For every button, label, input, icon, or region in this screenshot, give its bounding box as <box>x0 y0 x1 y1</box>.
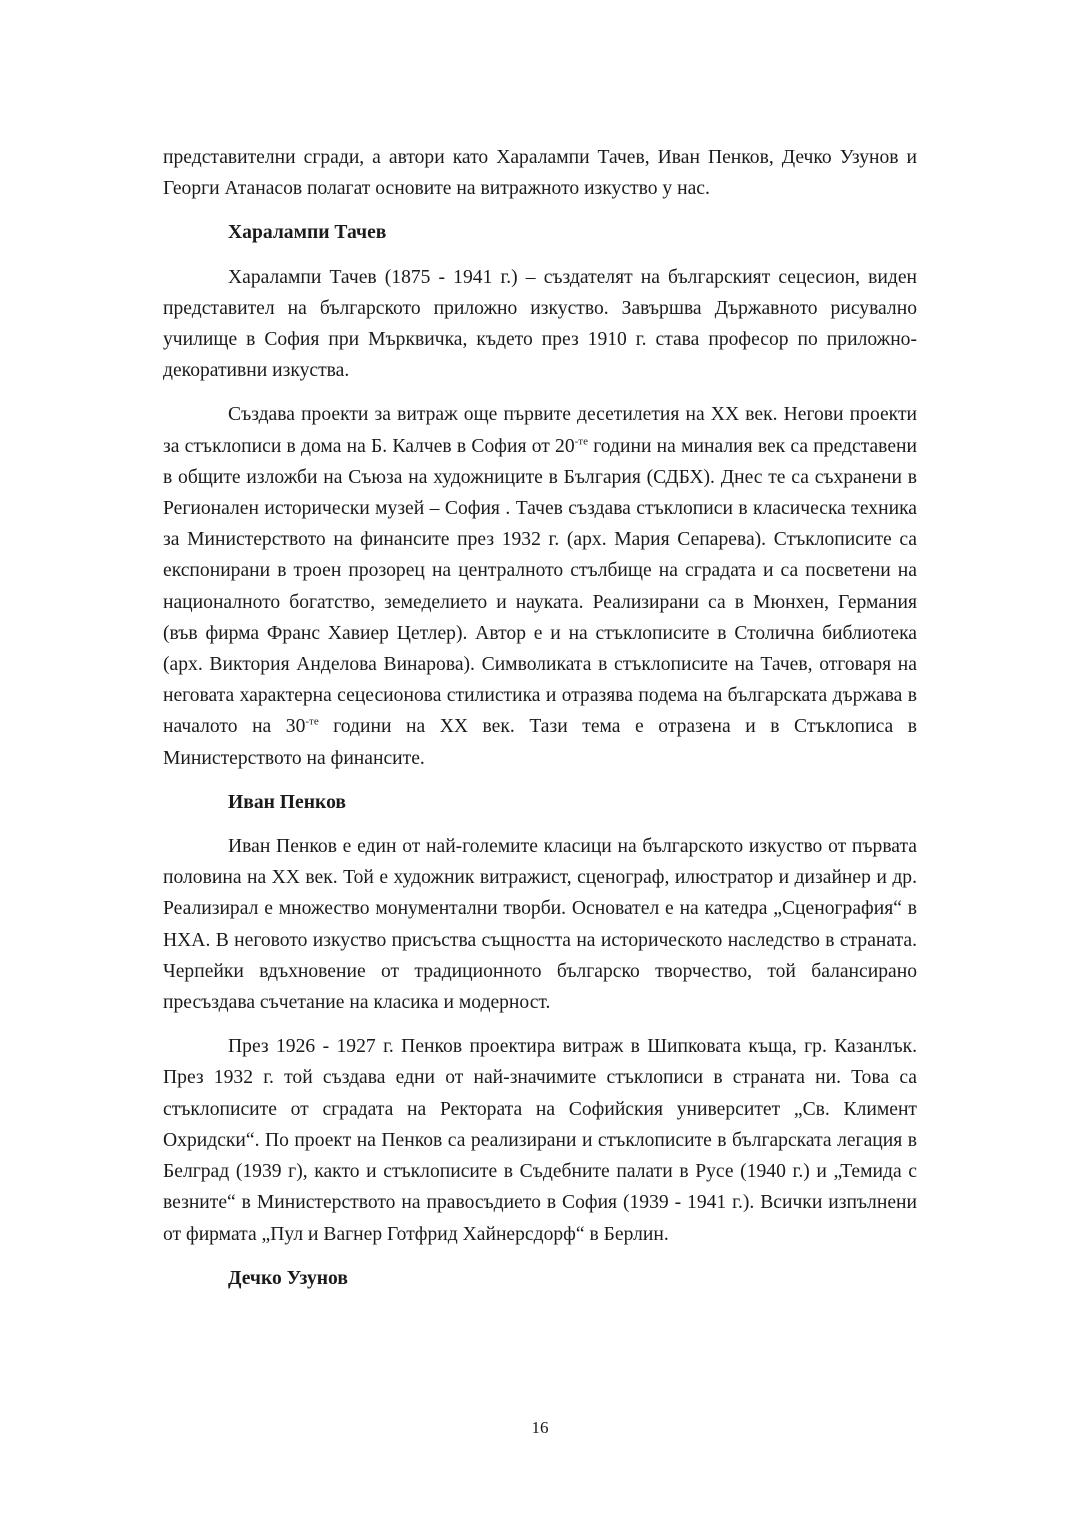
superscript-te: -те <box>574 435 588 448</box>
penkov-paragraph-1: Иван Пенков е един от най-големите класици на българското изкуство от първата половина на ХХ век. Той е художник витражист, сценограф, илюстратор и дизайнер и др. Реализирал е множество монументални творби. Основател е на катедра „Сценография“ в НХА. В неговото изкуство присъства същността на историческото наследство в страната. Черпейки вдъхновение от традиционното българско творчество, той балансирано пресъздава съчетание на класика и модерност. <box>163 836 917 1014</box>
superscript-te: -те <box>305 715 319 728</box>
document-body <box>163 142 917 1294</box>
tachev-paragraph-2-part-b: години на миналия век са представени в общите изложби на Съюза на художниците в България (СДБХ). Днес те са съхранени в Регионален исторически музей – София . Тачев създава стъклописи в класическа техника за Министерството на финансите през 1932 г. (арх. Мария Сепарева). Стъклописите са експонирани в троен прозорец на централното стълбище на сградата и са посветени на националното богатство, земеделието и науката. Реализирани са в Мюнхен, Германия (във фирма Франс Хавиер Цетлер). Автор е и на стъклописите в Столична библиотека (арх. Виктория Анделова Винарова). Символиката в стъклописите на Тачев, отговаря на неговата характерна сецесионова стилистика и отразява подема на българската държава в началото на 30 <box>163 435 917 738</box>
tachev-paragraph-2-part-a: Създава проекти за витраж още първите десетилетия на ХХ век. Негови проекти за стъклописи в дома на Б. Калчев в София от 20 <box>163 404 917 457</box>
tachev-paragraph-1: Харалампи Тачев (1875 - 1941 г.) – създателят на българският сецесион, виден представител на българското приложно изкуство. Завършва Държавното рисувално училище в София при Мърквичка, където през 1910 г. става професор по приложно-декоративни изкуства. <box>163 266 917 382</box>
intro-paragraph: представителни сгради, а автори като Харалампи Тачев, Иван Пенков, Дечко Узунов и Георги Атанасов полагат основите на витражното изкуство у нас. <box>163 147 917 200</box>
tachev-paragraph-2 <box>163 399 917 773</box>
section-heading-tachev: Харалампи Тачев <box>228 222 387 244</box>
section-heading-penkov: Иван Пенков <box>228 791 346 813</box>
penkov-paragraph-2: През 1926 - 1927 г. Пенков проектира витраж в Шипковата къща, гр. Казанлък. През 1932 г. той създава едни от най-значимите стъклописи в страната ни. Това са стъклописите от сградата на Ректората на Софийския университет „Св. Климент Охридски“. По проект на Пенков са реализирани и стъклописите в българската легация в Белград (1939 г), както и стъклописите в Съдебните палати в Русе (1940 г.) и „Темида с везните“ в Министерството на правосъдието в София (1939 - 1941 г.). Всички изпълнени от фирмата „Пул и Вагнер Готфрид Хайнерсдорф“ в Берлин. <box>163 1036 917 1245</box>
section-heading-uzunov: Дечко Узунов <box>228 1267 348 1289</box>
page-number: 16 <box>531 1418 549 1437</box>
tachev-paragraph-2-part-c: години на ХХ век. Тази тема е отразена и в Стъклописа в Министерството на финансите. <box>163 716 917 769</box>
